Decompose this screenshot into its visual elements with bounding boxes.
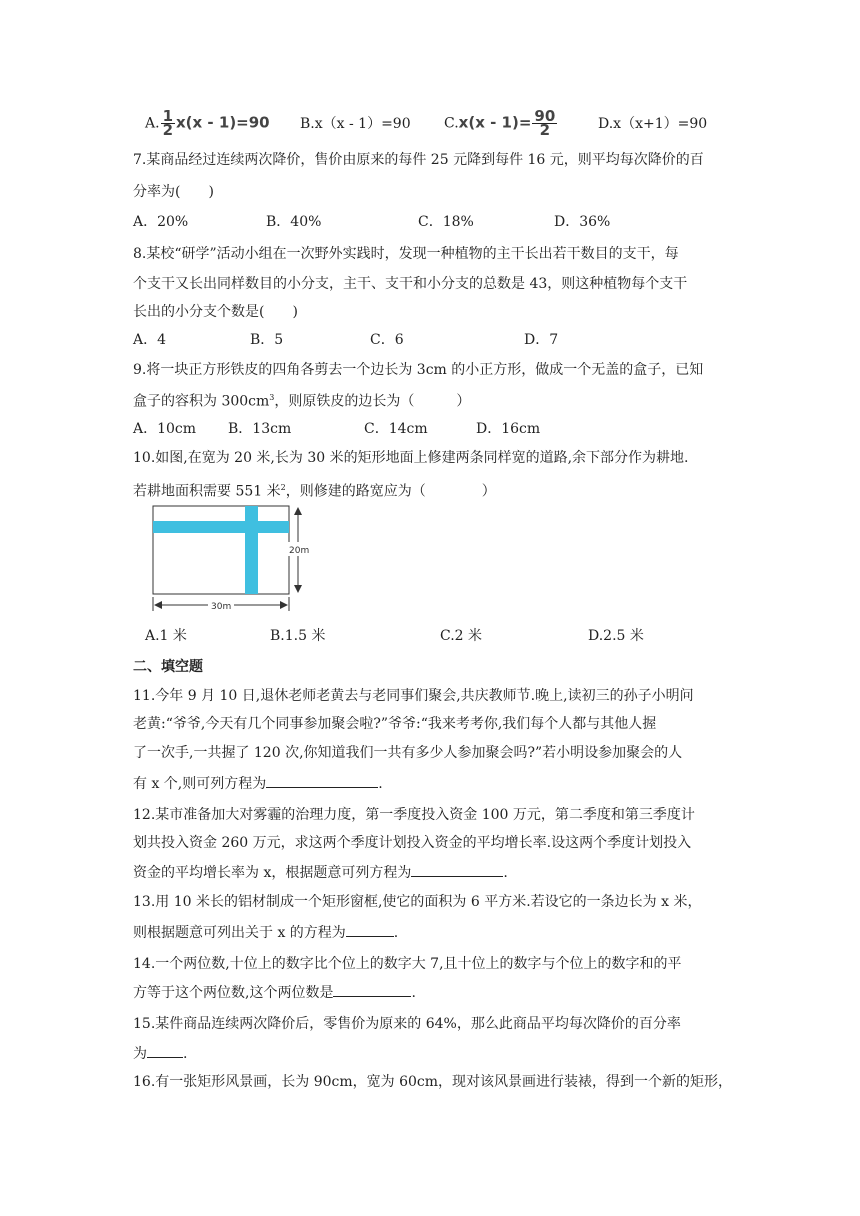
q9-option-b: B．13cm xyxy=(228,421,292,437)
q15-text-line2-b: . xyxy=(183,1046,188,1062)
q14-text-line2-a: 方等于这个两位数,这个两位数是 xyxy=(133,985,334,1001)
q6-option-c-fraction xyxy=(532,107,557,139)
q8-option-c: C．6 xyxy=(370,332,404,348)
q13-answer-blank[interactable] xyxy=(346,922,394,937)
q6-option-c-expression: x(x - 1)= xyxy=(458,113,532,132)
q8-text-line1: 8.某校“研学”活动小组在一次野外实践时，发现一种植物的主干长出若干数目的支干，每 xyxy=(133,246,679,262)
horizontal-road xyxy=(153,521,289,533)
q10-text-line2 xyxy=(133,478,496,502)
q11-text-line4-b: . xyxy=(378,776,383,792)
q10-text-line2-b: ，则修建的路宽应为（ ） xyxy=(285,483,496,500)
q9-option-d: D．16cm xyxy=(476,421,541,437)
fraction-denominator: 2 xyxy=(539,121,551,139)
q7-option-d: D．36% xyxy=(554,214,611,230)
q13-text-line2-a: 则根据题意可列出关于 x 的方程为 xyxy=(133,925,346,941)
q15-text-line2-a: 为 xyxy=(133,1046,147,1062)
q11-text-line4 xyxy=(133,773,383,794)
q12-answer-blank[interactable] xyxy=(411,862,503,877)
q6-option-a-prefix: A. xyxy=(145,115,160,132)
q15-text-line1: 15.某件商品连续两次降价后，零售价为原来的 64%，那么此商品平均每次降价的百分率 xyxy=(133,1016,681,1032)
q6-option-d: D.x（x+1）=90 xyxy=(598,116,708,132)
q16-text-line1: 16.有一张矩形风景画，长为 90cm，宽为 60cm，现对该风景画进行装裱，得到一个新的矩形， xyxy=(133,1074,733,1090)
q11-text-line4-a: 有 x 个,则可列方程为 xyxy=(133,776,267,792)
arrow-down-icon xyxy=(294,585,302,593)
q8-option-d: D．7 xyxy=(524,332,559,348)
q9-option-a: A．10cm xyxy=(133,421,197,437)
q9-option-c: C．14cm xyxy=(364,421,428,437)
q7-option-c: C．18% xyxy=(418,214,474,230)
arrow-right-icon xyxy=(280,601,288,609)
q12-text-line3-a: 资金的平均增长率为 x，根据题意可列方程为 xyxy=(133,865,412,881)
q7-text-line2: 分率为( ) xyxy=(133,184,214,200)
q9-text-line2-b: ，则原铁皮的边长为（ ） xyxy=(274,393,471,410)
q7-option-b: B．40% xyxy=(266,214,322,230)
q9-text-line2-a: 盒子的容积为 300cm xyxy=(133,393,270,410)
q6-option-a-expression: x(x - 1)=90 xyxy=(176,113,270,132)
q9-text-line1: 9.将一块正方形铁皮的四角各剪去一个边长为 3cm 的小正方形，做成一个无盖的盒子，已知 xyxy=(133,362,704,378)
q10-option-c: C.2 米 xyxy=(440,628,483,644)
vertical-road xyxy=(245,506,258,594)
q10-text-line2-a: 若耕地面积需要 551 米 xyxy=(133,483,281,500)
height-label: 20m xyxy=(289,546,310,556)
fraction-denominator: 2 xyxy=(162,121,173,139)
arrow-up-icon xyxy=(294,507,302,515)
q8-option-a: A．4 xyxy=(133,332,167,348)
q14-answer-blank[interactable] xyxy=(333,982,411,997)
q14-text-line1: 14.一个两位数,十位上的数字比个位上的数字大 7,且十位上的数字与个位上的数字和的平 xyxy=(133,956,682,972)
q11-answer-blank[interactable] xyxy=(266,773,378,788)
section-title-fill-in: 二、填空题 xyxy=(133,659,203,675)
q11-text-line3: 了一次手,一共握了 120 次,你知道我们一共有多少人参加聚会吗?”若小明设参加聚会的人 xyxy=(133,745,683,761)
q6-option-c-prefix: C. xyxy=(444,115,459,132)
q10-option-b: B.1.5 米 xyxy=(270,628,326,644)
q12-text-line3 xyxy=(133,862,508,883)
q13-text-line2 xyxy=(133,922,398,943)
q6-option-c xyxy=(444,107,558,139)
q11-text-line1: 11.今年 9 月 10 日,退休老师老黄去与老同事们聚会,共庆教师节.晚上,读初三的孙子小明问 xyxy=(133,688,694,704)
q10-option-a: A.1 米 xyxy=(145,628,187,644)
q7-option-a: A．20% xyxy=(133,214,189,230)
q12-text-line3-b: . xyxy=(503,865,508,881)
q14-text-line2-b: . xyxy=(411,985,416,1001)
q8-text-line3: 长出的小分支个数是( ) xyxy=(133,304,298,320)
q6-option-b: B.x（x - 1）=90 xyxy=(300,116,411,132)
q7-text-line1: 7.某商品经过连续两次降价，售价由原来的每件 25 元降到每件 16 元，则平均每次降价的百 xyxy=(133,152,704,168)
width-label: 30m xyxy=(211,602,232,612)
q11-text-line2: 老黄:“爷爷,今天有几个同事参加聚会啦?”爷爷:“我来考考你,我们每个人都与其他人握 xyxy=(133,716,657,732)
q10-square-superscript: 2 xyxy=(280,483,286,492)
q12-text-line2: 划共投入资金 260 万元，求这两个季度计划投入资金的平均增长率.设这两个季度计划投入 xyxy=(133,835,692,851)
q13-text-line1: 13.用 10 米长的铝材制成一个矩形窗框,使它的面积为 6 平方米.若设它的一条边长为 x 米， xyxy=(133,894,702,910)
fraction-numerator: 1 xyxy=(162,107,173,125)
q6-option-a xyxy=(145,107,270,139)
q12-text-line1: 12.某市准备加大对雾霾的治理力度，第一季度投入资金 100 万元，第二季度和第三季度计 xyxy=(133,807,695,823)
q9-text-line2 xyxy=(133,388,470,412)
q6-option-a-fraction xyxy=(161,107,175,139)
q8-option-b: B．5 xyxy=(250,332,284,348)
q10-option-d: D.2.5 米 xyxy=(588,628,644,644)
q10-text-line1: 10.如图,在宽为 20 米,长为 30 米的矩形地面上修建两条同样宽的道路,余下部分作为耕地. xyxy=(133,450,689,466)
q8-text-line2: 个支干又长出同样数目的小分支，主干、支干和小分支的总数是 43，则这种植物每个支干 xyxy=(133,276,688,292)
field-rectangle xyxy=(153,506,289,594)
q10-figure xyxy=(148,503,318,618)
q15-text-line2 xyxy=(133,1043,187,1064)
q15-answer-blank[interactable] xyxy=(147,1043,183,1058)
fraction-numerator: 90 xyxy=(534,107,556,125)
q9-cube-superscript: 3 xyxy=(269,393,275,402)
arrow-left-icon xyxy=(154,601,162,609)
q13-text-line2-b: . xyxy=(393,925,399,941)
q14-text-line2 xyxy=(133,982,416,1003)
